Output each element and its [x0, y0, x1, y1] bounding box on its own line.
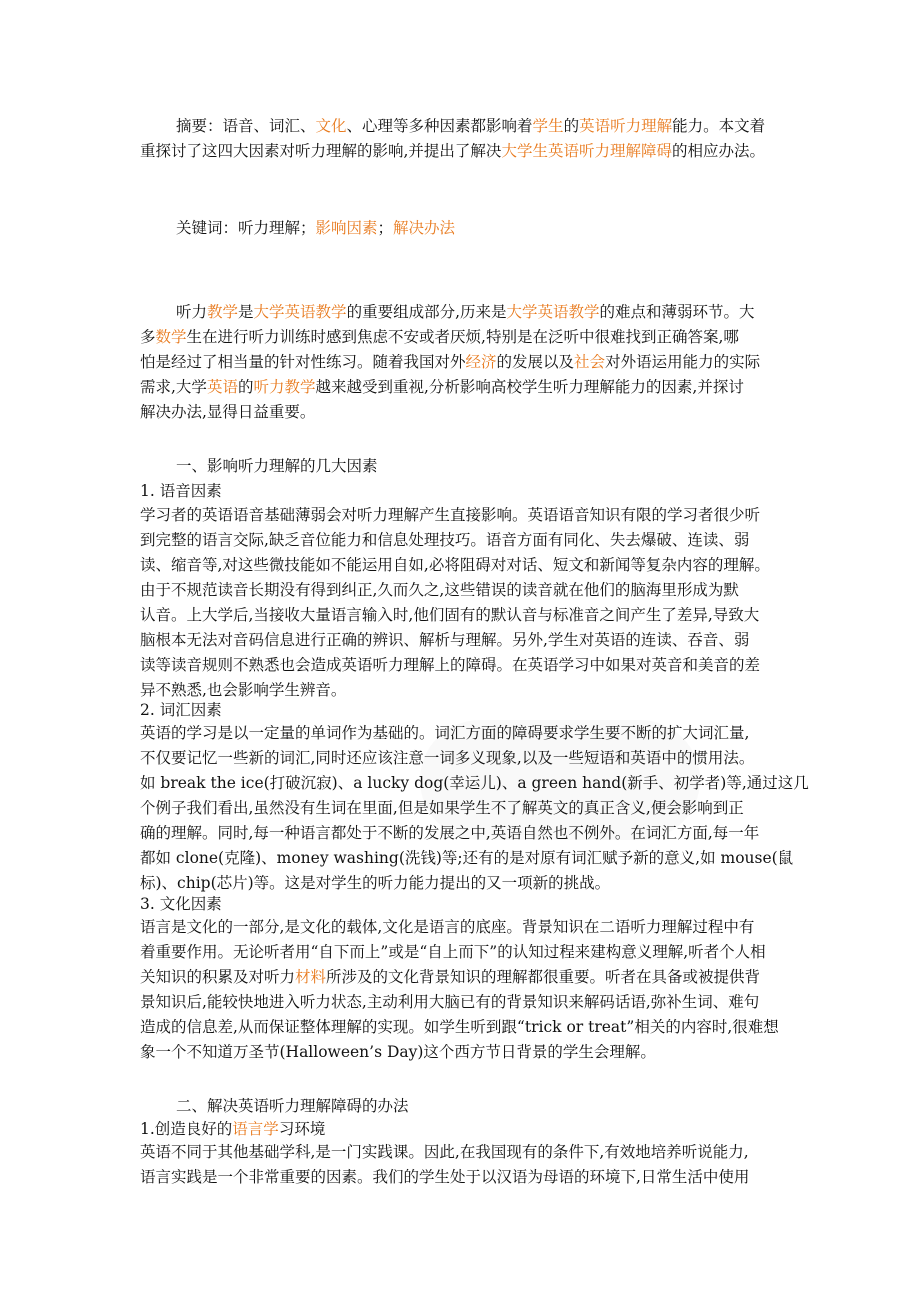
link-college-english-teaching-2[interactable]: 大学英语教学 [506, 303, 600, 321]
keywords-line: 关键词：听力理解；影响因素；解决办法 [176, 219, 456, 237]
link-english-listening[interactable]: 英语听力理解 [579, 117, 673, 135]
section2-subheading-environment: 1.创造良好的语言学习环境 [140, 1120, 326, 1138]
intro-paragraph: 听力教学是大学英语教学的重要组成部分,历来是大学英语教学的难点和薄弱环节。大 多数学生在进行听力训练时感到焦虑不安或者厌烦,特别是在泛听中很难找到正确答案,哪 怕是经过了相当量的针对性练习。随着我国对外经济的发展以及社会对外语运用能力的实际 需求,大学英语的听力教学越来越受到重视,分析影响高校学生听力理解能力的因素,并探讨 解决办法,显得日益重要。 [140, 303, 761, 421]
link-english[interactable]: 英语 [206, 378, 238, 396]
phonetics-paragraph: 学习者的英语语音基础薄弱会对听力理解产生直接影响。英语语音知识有限的学习者很少听 到完整的语言交际,缺乏音位能力和信息处理技巧。语音方面有同化、失去爆破、连读、弱 读、缩音等,对这些微技能如不能运用自如,必将阻碍对对话、短文和新闻等复杂内容的理解。 由于不规范读音长期没有得到纠正,久而久之,这些错误的读音就在他们的脑海里形成为默 认音。上大学后,当接收大量语言输入时,他们固有的默认音与标准音之间产生了差异,导致大 脑根本无法对音码信息进行正确的辨识、解析与理解。另外,学生对英语的连读、吞音、弱 读等读音规则不熟悉也会造成英语听力理解上的障碍。在英语学习中如果对英音和美音的差 异不熟悉,也会影响学生辨音。 [140, 506, 770, 699]
link-society[interactable]: 社会 [574, 353, 606, 371]
link-college-listening-obstacle[interactable]: 大学生英语听力理解障碍 [501, 142, 672, 160]
section2-title: 二、解决英语听力理解障碍的办法 [176, 1097, 409, 1115]
link-student[interactable]: 学生 [532, 117, 564, 135]
link-economy[interactable]: 经济 [465, 353, 497, 371]
vocabulary-paragraph: 英语的学习是以一定量的单词作为基础的。词汇方面的障碍要求学生要不断的扩大词汇量, 不仅要记忆一些新的词汇,同时还应该注意一词多义现象,以及一些短语和英语中的惯用法。 如 break the ice(打破沉寂)、a lucky dog(幸运儿)、a green hand(新手、初学者)等,通过这几 个例子我们看出,虽然没有生词在里面,但是如果学生不了解英文的真正含义,便会影响到正 确的理解。同时,每一种语言都处于不断的发展之中,英语自然也不例外。在词汇方面,每一年 都如 clone(克隆)、money washing(洗钱)等;还有的是对原有词汇赋予新的意义,如 mouse(鼠 标)、chip(芯片)等。这是对学生的听力能力提出的又一项新的挑战。 [140, 724, 809, 892]
environment-paragraph: 英语不同于其他基础学科,是一门实践课。因此,在我国现有的条件下,有效地培养听说能力, 语言实践是一个非常重要的因素。我们的学生处于以汉语为母语的环境下,日常生活中使用 [140, 1143, 750, 1186]
section1-subheading-culture: 3. 文化因素 [140, 895, 222, 913]
culture-paragraph: 语言是文化的一部分,是文化的载体,文化是语言的底座。背景知识在二语听力理解过程中有 着重要作用。无论听者用“自下而上”或是“自上而下”的认知过程来建构意义理解,听者个人相 关知识的积累及对听力材料所涉及的文化背景知识的理解都很重要。听者在具备或被提供背 景知识后,能较快地进入听力状态,主动利用大脑已有的背景知识来解码话语,弥补生词、难句 造成的信息差,从而保证整体理解的实现。如学生听到跟“trick or treat”相关的内容时,很难想 象一个不知道万圣节(Halloween’s Day)这个西方节日背景的学生会理解。 [140, 918, 779, 1061]
link-listening-teaching[interactable]: 听力教学 [253, 378, 316, 396]
link-culture[interactable]: 文化 [315, 117, 347, 135]
link-linguistics[interactable]: 语言学 [232, 1120, 279, 1138]
link-college-english-teaching-1[interactable]: 大学英语教学 [253, 303, 347, 321]
section1-title: 一、影响听力理解的几大因素 [176, 457, 378, 475]
section1-subheading-vocabulary: 2. 词汇因素 [140, 701, 222, 719]
section1-subheading-phonetics: 1. 语音因素 [140, 482, 222, 500]
link-solutions[interactable]: 解决办法 [393, 219, 456, 237]
link-influence-factors[interactable]: 影响因素 [315, 219, 378, 237]
abstract-paragraph: 摘要：语音、词汇、文化、心理等多种因素都影响着学生的英语听力理解能力。本文着重探讨了这四大因素对听力理解的影响,并提出了解决大学生英语听力理解障碍的相应办法。 [140, 117, 766, 160]
link-math[interactable]: 数学 [155, 328, 187, 346]
link-teaching[interactable]: 教学 [207, 303, 239, 321]
link-material[interactable]: 材料 [295, 968, 327, 986]
